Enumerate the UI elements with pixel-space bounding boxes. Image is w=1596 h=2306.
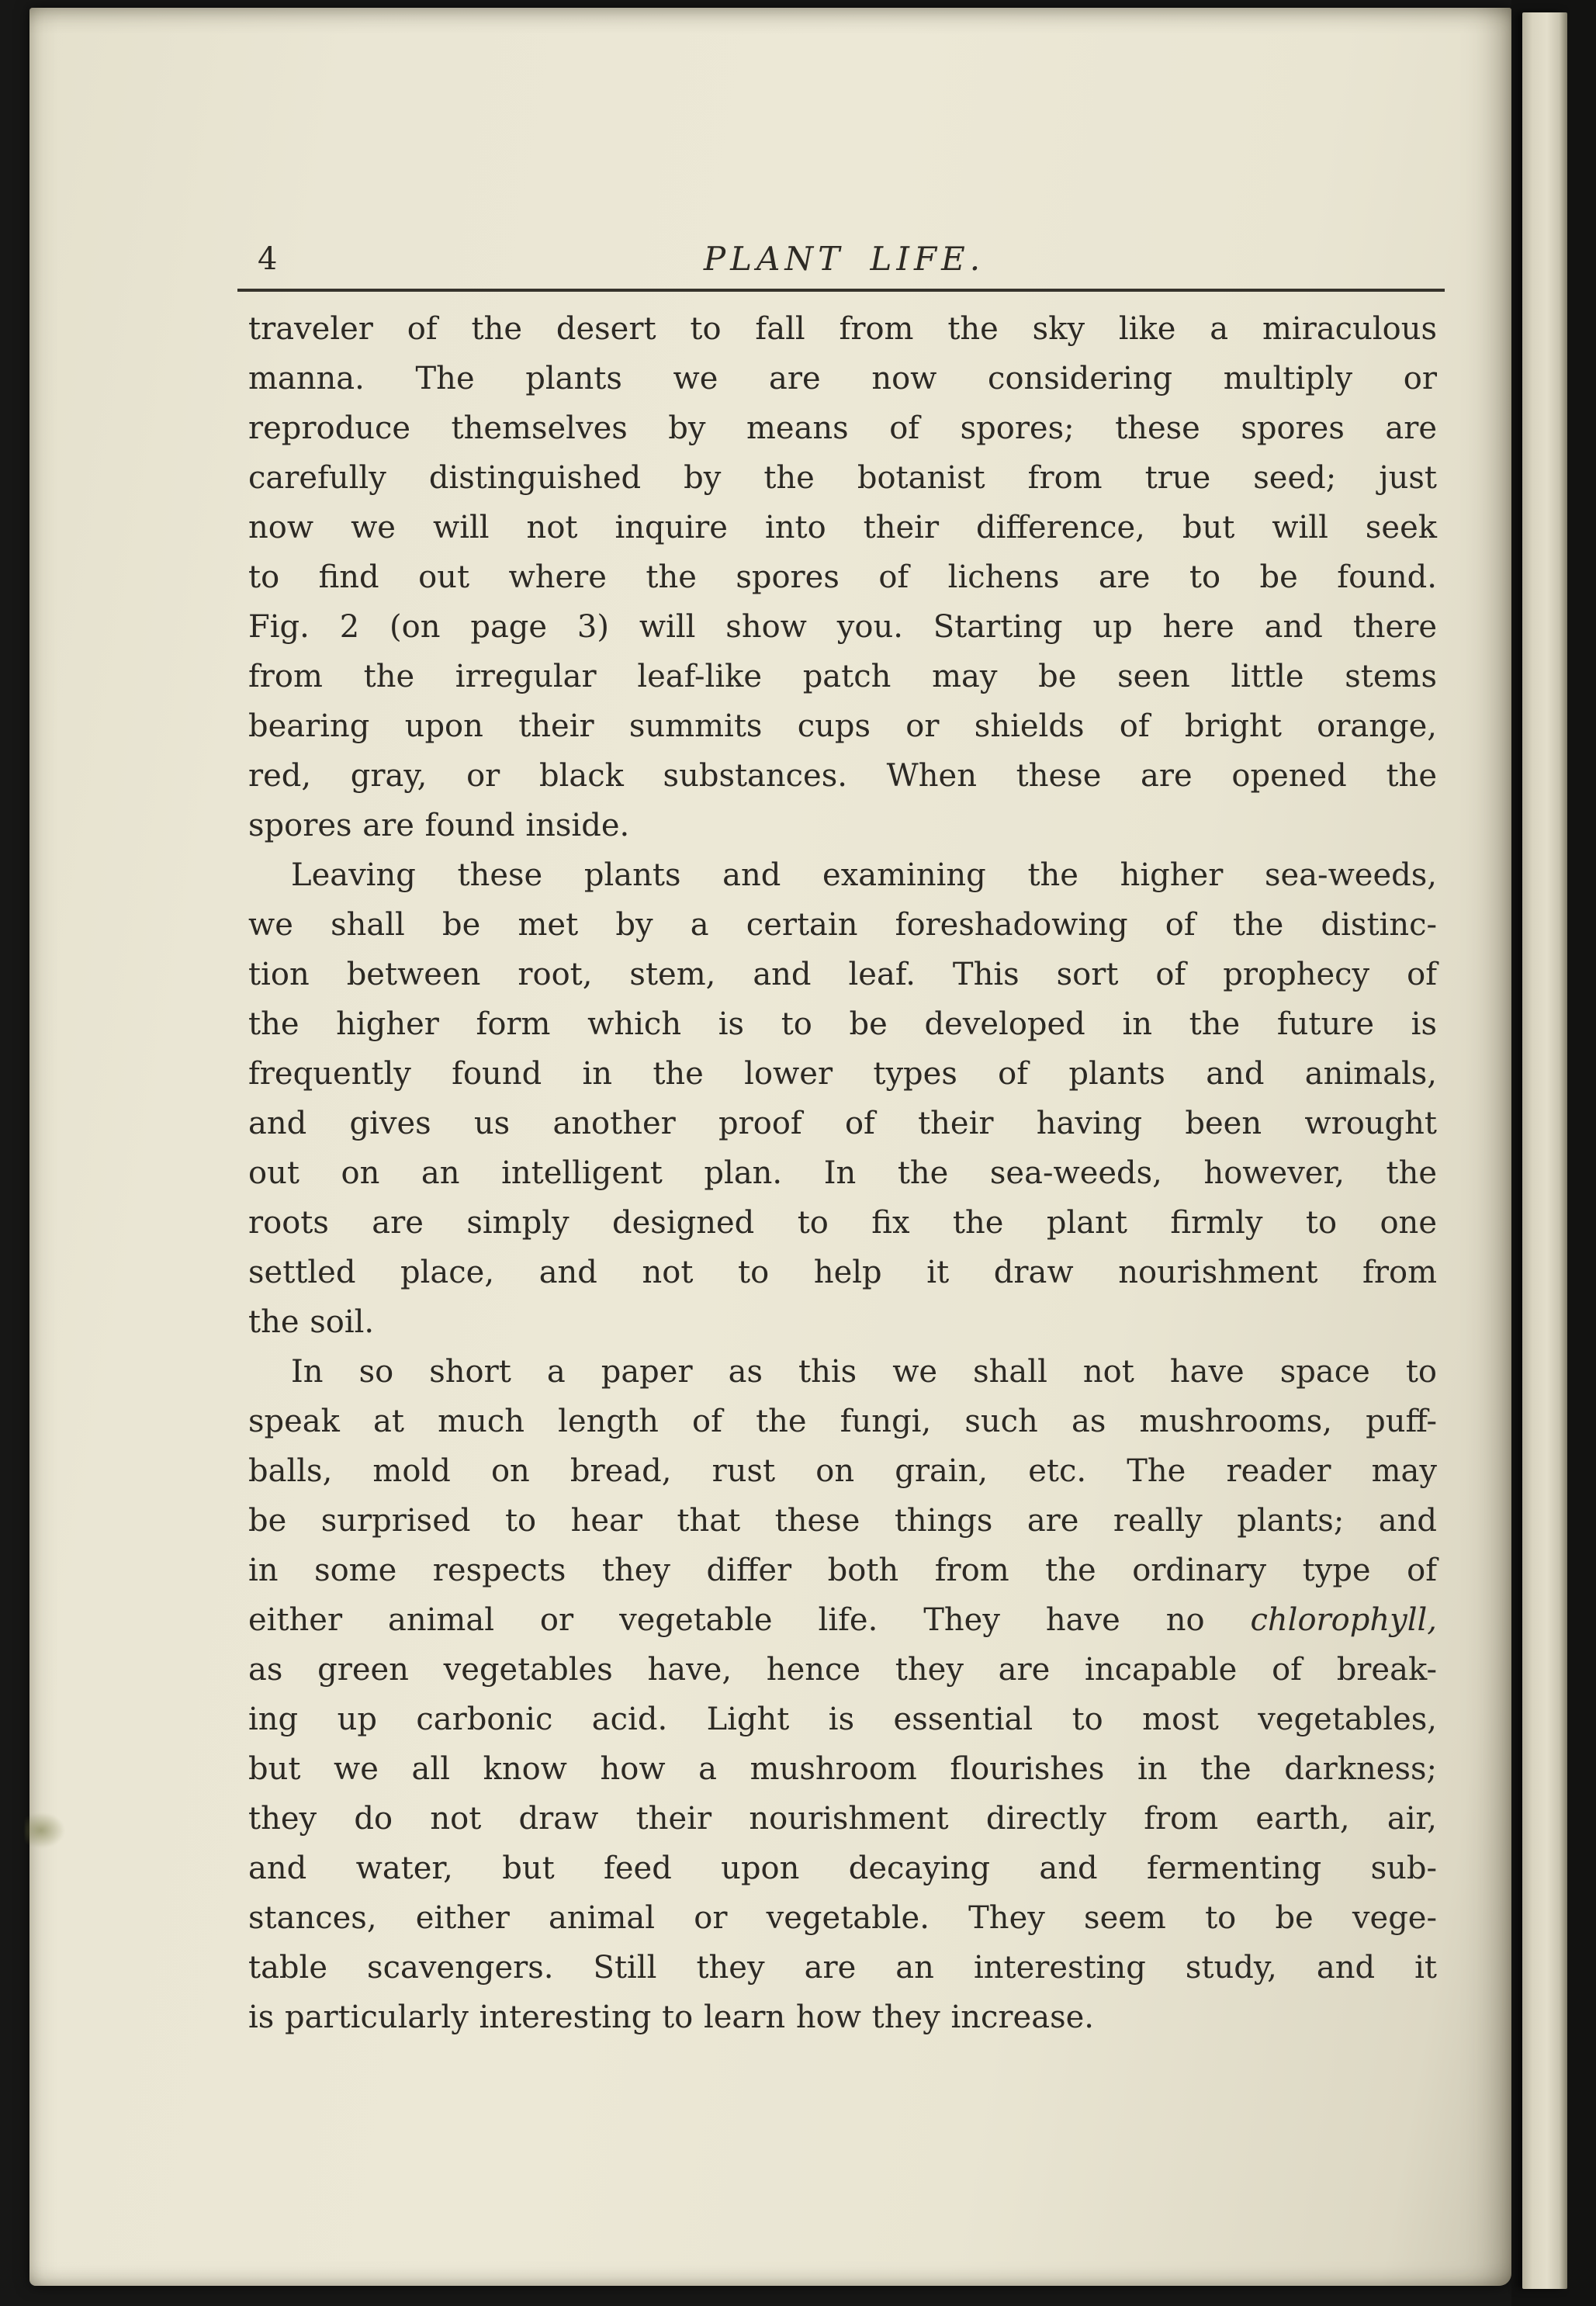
text-line: but we all know how a mushroom flourishes in the darkness; (248, 1751, 1437, 1787)
text-block (248, 304, 1437, 2042)
page-number: 4 (258, 241, 278, 277)
text-line: ing up carbonic acid. Light is essential to most vegetables, (248, 1702, 1437, 1737)
text-line: either animal or vegetable life. They have no chlorophyll, (248, 1602, 1437, 1638)
text-line: reproduce themselves by means of spores; these spores are (248, 410, 1437, 446)
text-line: from the irregular leaf-like patch may be seen little stems (248, 659, 1437, 694)
text-line: bearing upon their summits cups or shields of bright orange, (248, 708, 1437, 744)
text-line: roots are simply designed to fix the plant firmly to one (248, 1205, 1437, 1241)
text-line: be surprised to hear that these things are really plants; and (248, 1503, 1437, 1539)
text-line: as green vegetables have, hence they are incapable of break- (248, 1652, 1437, 1688)
text-line: the higher form which is to be developed in the future is (248, 1006, 1437, 1042)
text-line: In so short a paper as this we shall not have space to (291, 1354, 1437, 1390)
text-line: they do not draw their nourishment directly from earth, air, (248, 1801, 1437, 1837)
running-title: PLANT LIFE. (703, 240, 985, 278)
text-line: traveler of the desert to fall from the sky like a miraculous (248, 311, 1437, 347)
text-line: Leaving these plants and examining the higher sea-weeds, (291, 857, 1437, 893)
text-line: out on an intelligent plan. In the sea-weeds, however, the (248, 1155, 1437, 1191)
text-line: table scavengers. Still they are an interesting study, and it (248, 1950, 1437, 1986)
text-line: settled place, and not to help it draw nourishment from (248, 1255, 1437, 1290)
text-line: frequently found in the lower types of plants and animals, (248, 1056, 1437, 1092)
text-line: and gives us another proof of their having been wrought (248, 1106, 1437, 1141)
text-line: and water, but feed upon decaying and fermenting sub- (248, 1851, 1437, 1886)
header-rule (237, 289, 1445, 292)
text-line: to find out where the spores of lichens are to be found. (248, 559, 1437, 595)
text-line: speak at much length of the fungi, such as mushrooms, puff- (248, 1404, 1437, 1439)
book-gutter (1511, 0, 1596, 2306)
text-line: red, gray, or black substances. When these are opened the (248, 758, 1437, 794)
text-line: the soil. (248, 1304, 375, 1340)
text-line: balls, mold on bread, rust on grain, etc. The reader may (248, 1453, 1437, 1489)
page-header (239, 241, 1449, 278)
text-line: in some respects they differ both from the ordinary type of (248, 1553, 1437, 1588)
adjacent-page-edge (1522, 12, 1567, 2289)
text-line: manna. The plants we are now considering multiply or (248, 361, 1437, 396)
paragraph (248, 850, 1437, 1347)
text-line: spores are found inside. (248, 808, 630, 843)
text-line: stances, either animal or vegetable. They seem to be vege- (248, 1900, 1437, 1936)
text-line: we shall be met by a certain foreshadowing of the distinc- (248, 907, 1437, 943)
paragraph (248, 1347, 1437, 2042)
text-line: Fig. 2 (on page 3) will show you. Starting up here and there (248, 609, 1437, 645)
book-page (29, 8, 1511, 2286)
text-line: is particularly interesting to learn how they increase. (248, 2000, 1094, 2035)
page-blemish (25, 1813, 65, 1848)
text-line: tion between root, stem, and leaf. This sort of prophecy of (248, 957, 1437, 992)
text-line: now we will not inquire into their difference, but will seek (248, 510, 1437, 545)
text-line: carefully distinguished by the botanist from true seed; just (248, 460, 1437, 496)
paragraph (248, 304, 1437, 850)
